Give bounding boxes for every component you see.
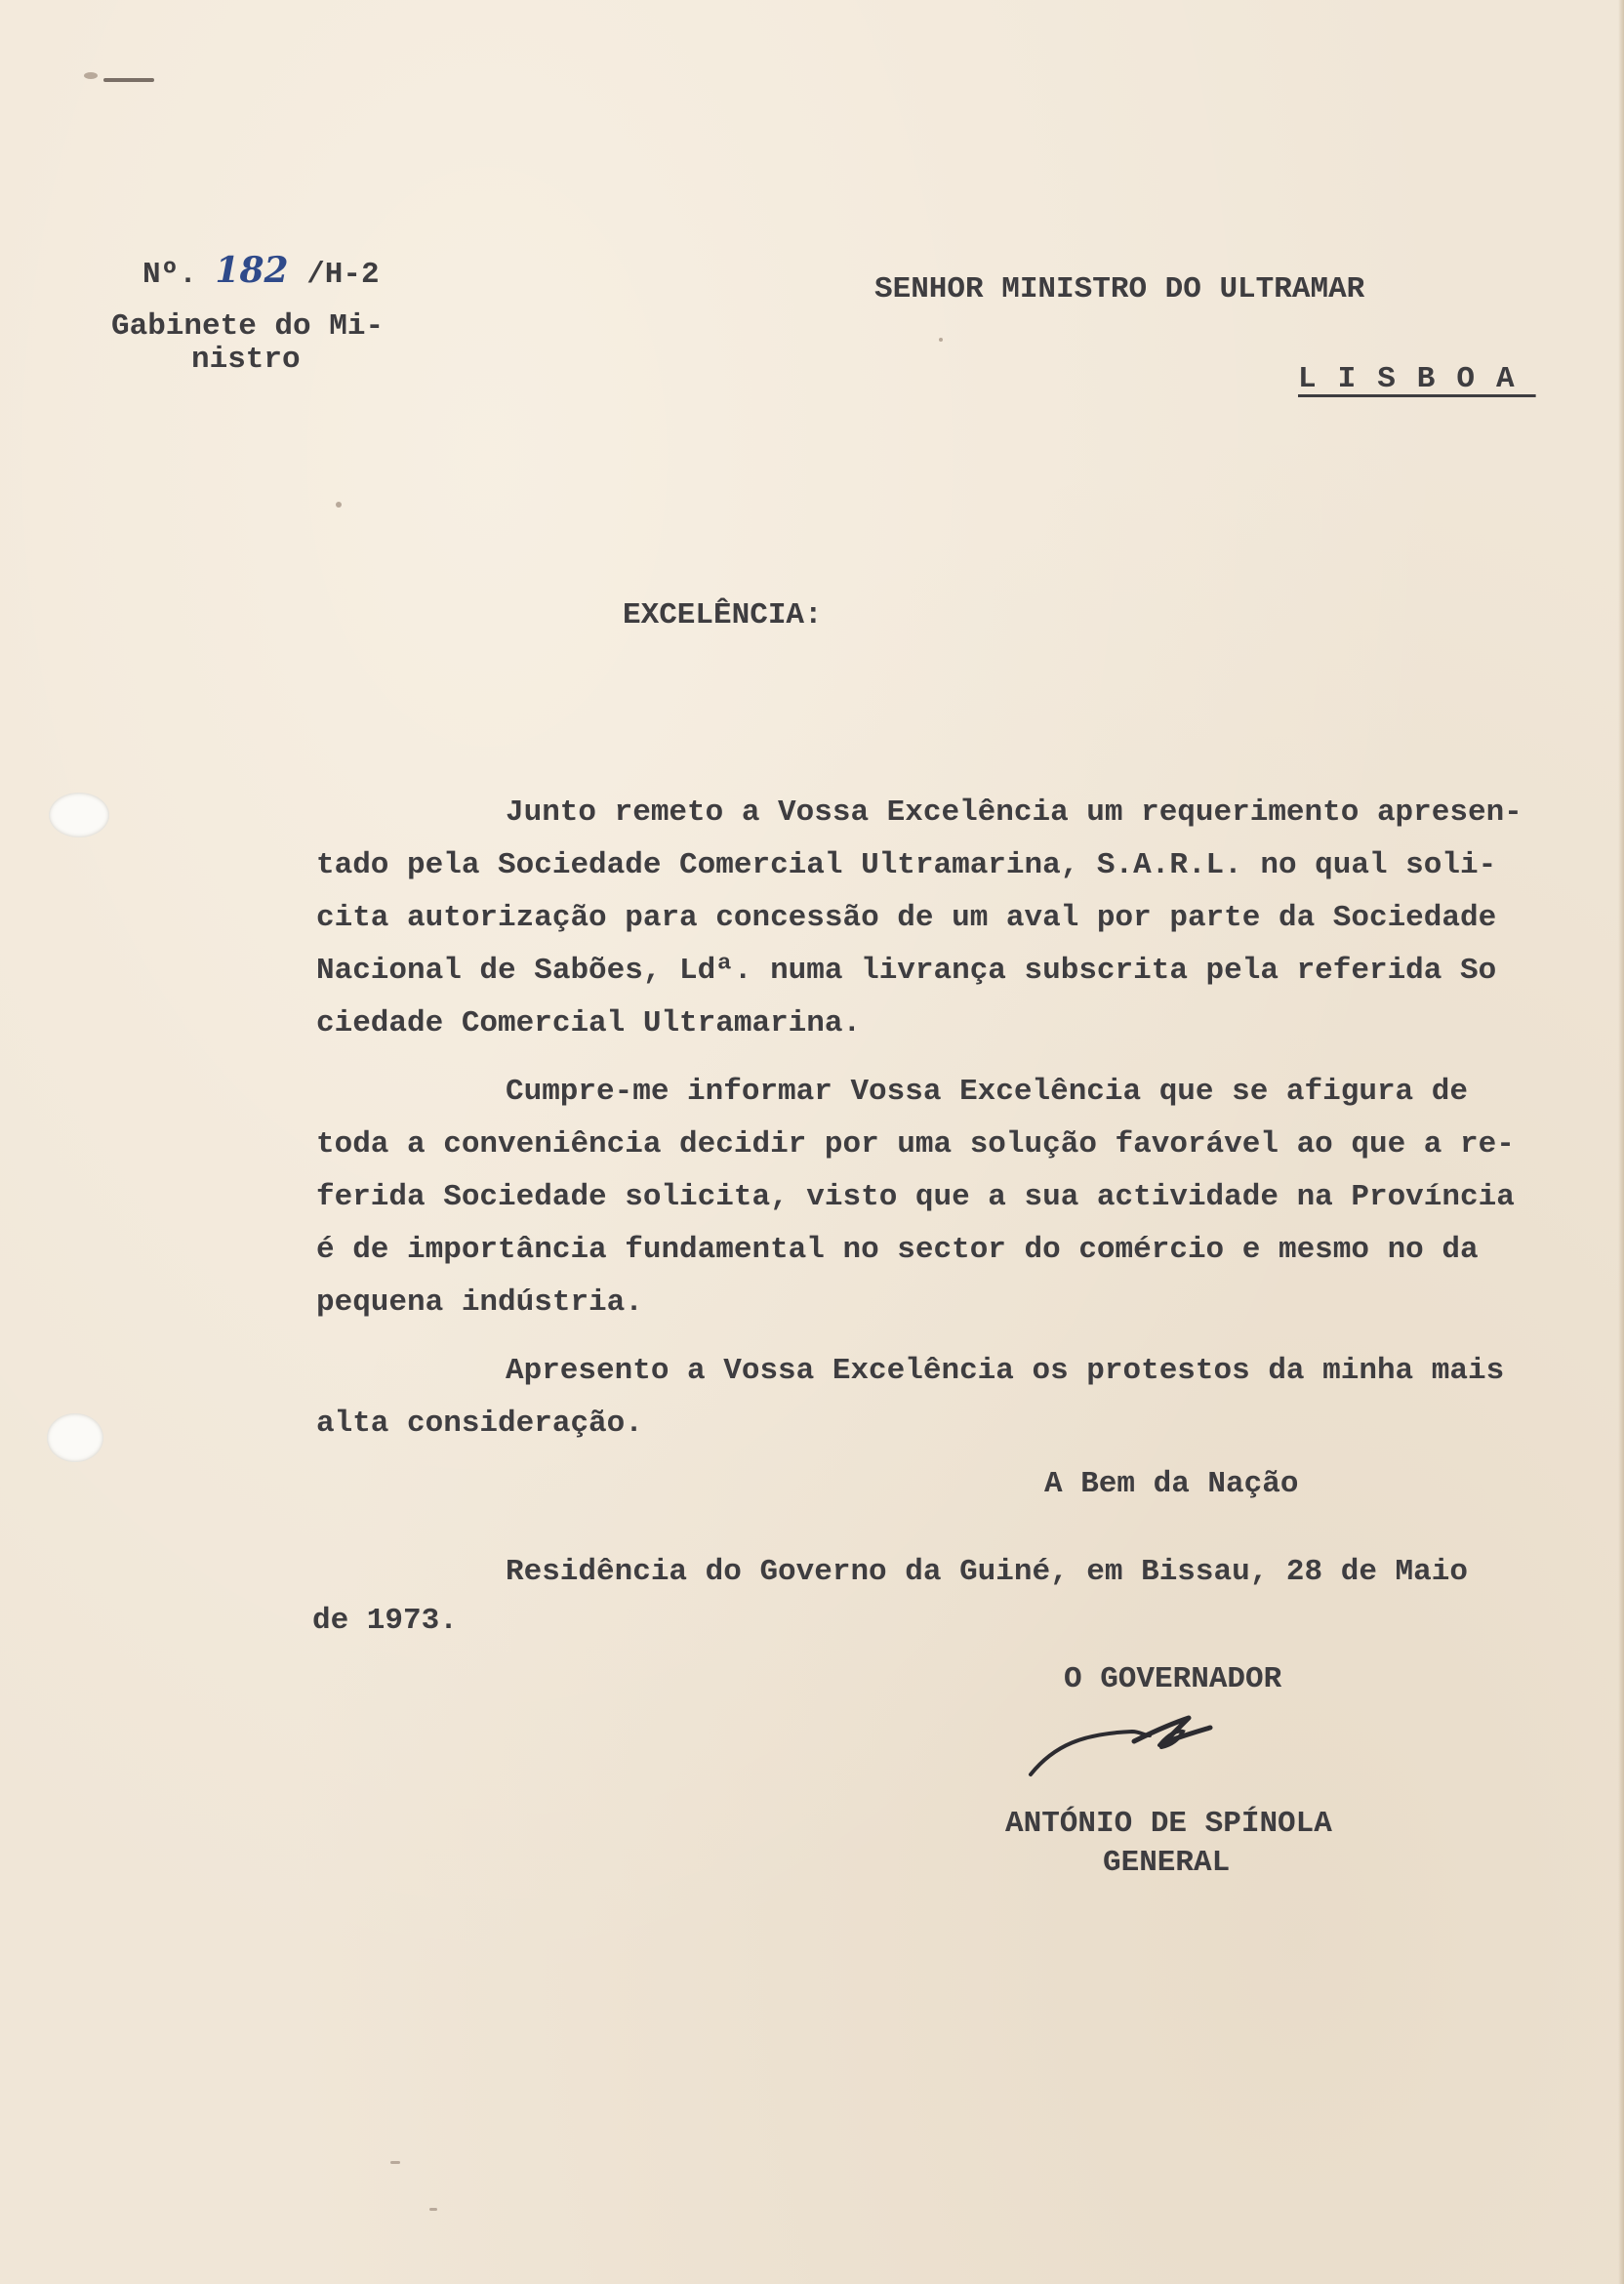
office-line-1: Gabinete do Mi- — [111, 309, 385, 344]
paragraph-2-line: Cumpre-me informar Vossa Excelência que se afigura de — [506, 1075, 1468, 1109]
paragraph-1-line: Nacional de Sabões, Ldª. numa livrança subscrita pela referida So — [316, 954, 1497, 988]
signatory-name: ANTÓNIO DE SPÍNOLA — [1005, 1807, 1332, 1841]
reference-suffix: /H-2 — [306, 258, 380, 292]
handwritten-signature — [1025, 1706, 1220, 1782]
paragraph-2-line: pequena indústria. — [316, 1285, 643, 1320]
paper-mark — [84, 72, 98, 79]
paragraph-3-line: Apresento a Vossa Excelência os protestos da minha mais — [506, 1354, 1505, 1388]
office-line-2: nistro — [191, 343, 301, 377]
reference-line — [142, 244, 380, 302]
paragraph-2-line: ferida Sociedade solicita, visto que a sua actividade na Província — [316, 1180, 1515, 1214]
paper-mark — [336, 502, 342, 508]
paper-mark — [939, 338, 943, 342]
recipient-title: SENHOR MINISTRO DO ULTRAMAR — [874, 272, 1365, 306]
paragraph-3-line: alta consideração. — [316, 1407, 643, 1441]
signatory-rank: GENERAL — [1103, 1846, 1231, 1880]
paragraph-1-line: tado pela Sociedade Comercial Ultramarina, S.A.R.L. no qual soli- — [316, 848, 1497, 882]
paragraph-1-line: ciedade Comercial Ultramarina. — [316, 1006, 862, 1040]
paragraph-2-line: é de importância fundamental no sector do comércio e mesmo no da — [316, 1233, 1479, 1267]
paper-mark — [429, 2208, 437, 2211]
punch-hole-upper — [49, 793, 109, 837]
signature-title: O GOVERNADOR — [1064, 1662, 1282, 1696]
paragraph-1-line: cita autorização para concessão de um aval por parte da Sociedade — [316, 901, 1497, 935]
paragraph-2-line: toda a conveniência decidir por uma solução favorável ao que a re- — [316, 1127, 1515, 1162]
reference-number-handwritten: 182 — [215, 250, 289, 291]
signature-stroke — [1031, 1732, 1150, 1774]
signature-stroke — [1134, 1718, 1210, 1743]
place-date-line-1: Residência do Governo da Guiné, em Bissau, 28 de Maio — [506, 1555, 1468, 1589]
paper-mark — [103, 78, 154, 82]
reference-prefix: Nº. — [142, 258, 197, 292]
place-date-line-2: de 1973. — [312, 1604, 458, 1638]
paper-mark — [390, 2161, 400, 2164]
salutation: EXCELÊNCIA: — [623, 598, 823, 632]
punch-hole-lower — [47, 1413, 103, 1462]
paragraph-1-line: Junto remeto a Vossa Excelência um requerimento apresen- — [506, 795, 1522, 830]
closing-formula: A Bem da Nação — [1044, 1467, 1299, 1501]
page-edge-shadow — [1618, 0, 1624, 2284]
recipient-city: LISBOA — [1298, 362, 1536, 396]
